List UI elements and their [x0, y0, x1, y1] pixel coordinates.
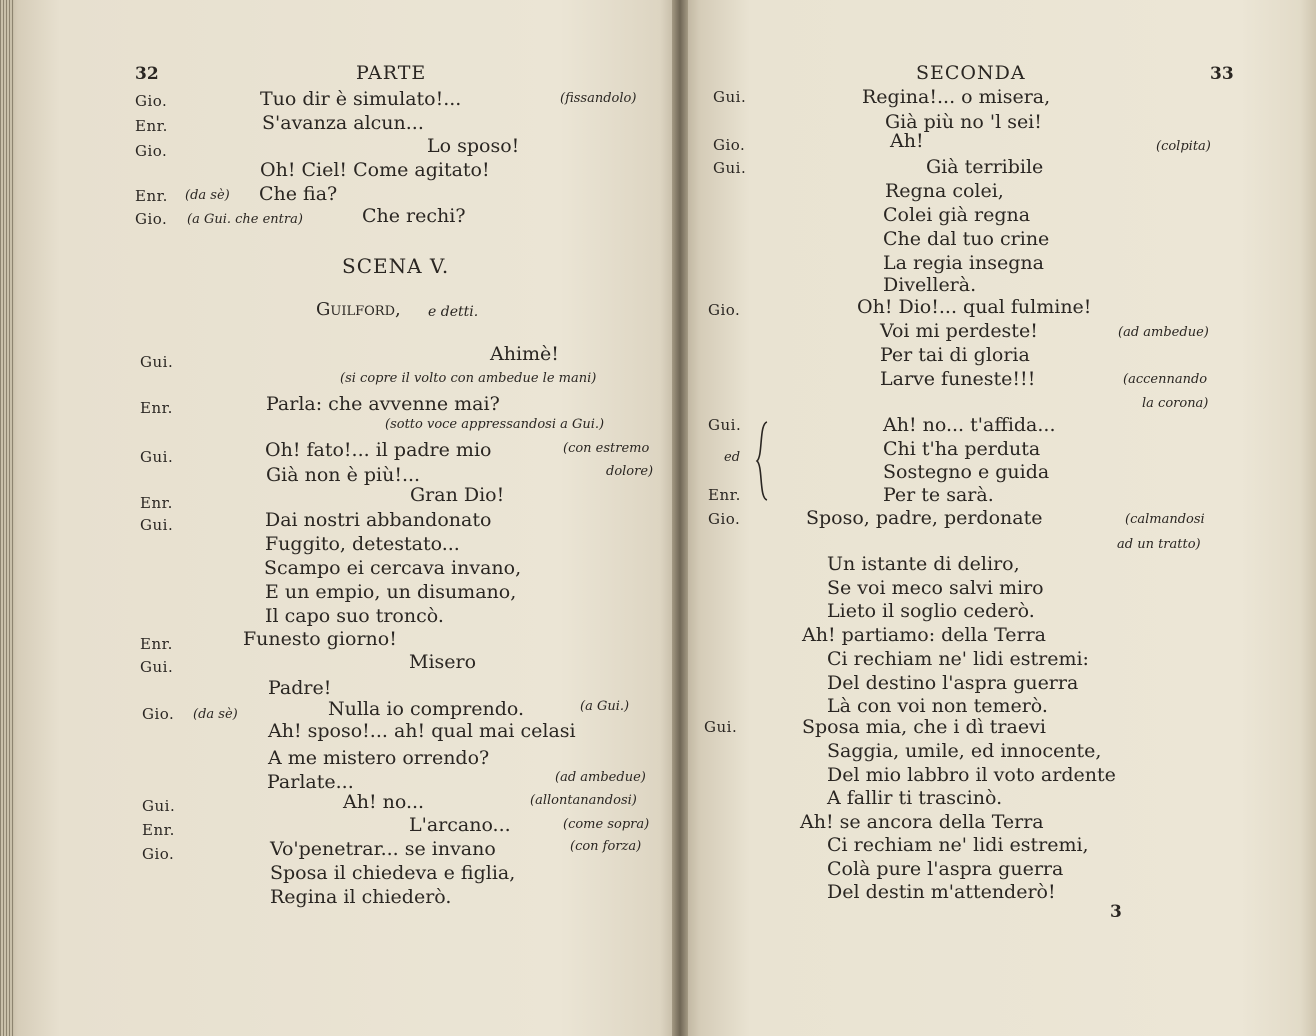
verse-line: Regna colei, — [885, 180, 1004, 202]
verse-line: Che fia? — [259, 183, 338, 205]
verse-line: La regia insegna — [883, 252, 1044, 274]
verse-line: Del destino l'aspra guerra — [827, 672, 1079, 694]
speaker-label: Gui. — [713, 88, 747, 106]
stage-direction: (allontanandosi) — [530, 793, 637, 808]
verse-line: Già non è più!... — [266, 464, 421, 486]
verse-line: Larve funeste!!! — [880, 368, 1036, 390]
verse-line: Parla: che avvenne mai? — [266, 393, 500, 415]
speaker-label: Enr. — [142, 821, 175, 839]
running-head: SECONDA — [916, 62, 1026, 84]
speaker-label: Gio. — [142, 705, 175, 723]
speaker-label: Enr. — [135, 117, 168, 135]
running-head: PARTE — [356, 62, 427, 84]
stage-direction: (con forza) — [570, 839, 642, 854]
verse-line: Oh! Dio!... qual fulmine! — [857, 296, 1092, 318]
verse-line: Dai nostri abbandonato — [265, 509, 492, 531]
verse-line: Ah! — [890, 130, 924, 152]
verse-line: Regina il chiederò. — [270, 886, 452, 908]
verse-line: Se voi meco salvi miro — [827, 577, 1044, 599]
verse-line: Parlate... — [267, 771, 354, 793]
speaker-label: Gui. — [140, 448, 174, 466]
verse-line: Misero — [409, 651, 477, 673]
verse-line: Ah! partiamo: della Terra — [802, 624, 1047, 646]
page-number: 32 — [135, 64, 159, 84]
stage-direction: (colpita) — [1156, 139, 1211, 154]
speaker-label: Gui. — [142, 797, 176, 815]
aside-direction: (a Gui. che entra) — [187, 212, 303, 227]
verse-line: Nulla io comprendo. — [328, 698, 525, 720]
verse-line: Oh! fato!... il padre mio — [265, 439, 492, 461]
verse-line: Del destin m'attenderò! — [827, 881, 1056, 903]
speaker-label: Gio. — [713, 136, 746, 154]
speaker-label: Gio. — [135, 210, 168, 228]
verse-line: Colei già regna — [883, 204, 1031, 226]
verse-line: Sposo, padre, perdonate — [806, 507, 1043, 529]
verse-line: Regina!... o misera, — [862, 86, 1051, 108]
verse-line: Ah! no... t'affida... — [883, 414, 1056, 436]
speaker-label: Gui. — [708, 416, 742, 434]
verse-line: L'arcano... — [409, 814, 511, 836]
speaker-label: Gui. — [713, 159, 747, 177]
speaker-label: Enr. — [708, 486, 741, 504]
verse-line: Il capo suo troncò. — [265, 605, 444, 627]
verse-line: Un istante di deliro, — [827, 553, 1020, 575]
page-number: 33 — [1210, 64, 1234, 84]
verse-line: Sostegno e guida — [883, 461, 1050, 483]
verse-line: Già terribile — [926, 156, 1044, 178]
verse-line: Oh! Ciel! Come agitato! — [260, 159, 490, 181]
verse-line: Tuo dir è simulato!... — [260, 88, 462, 110]
speaker-label: Enr. — [140, 635, 173, 653]
verse-line: Là con voi non temerò. — [827, 695, 1048, 717]
aside-direction: (da sè) — [185, 188, 230, 203]
right-page — [680, 0, 1316, 1036]
verse-line: Ci rechiam ne' lidi estremi: — [827, 648, 1089, 670]
verse-line: Scampo ei cercava invano, — [264, 557, 522, 579]
verse-line: Fuggito, detestato... — [265, 533, 460, 555]
verse-line: Colà pure l'aspra guerra — [827, 858, 1064, 880]
verse-line: Ah! no... — [343, 791, 425, 813]
verse-line: Gran Dio! — [410, 484, 505, 506]
speaker-label: Enr. — [140, 494, 173, 512]
stage-direction: ad un tratto) — [1117, 537, 1201, 552]
speaker-label: Gui. — [140, 658, 174, 676]
verse-line: Che dal tuo crine — [883, 228, 1050, 250]
verse-line: S'avanza alcun... — [262, 112, 424, 134]
stage-direction: (calmandosi — [1125, 512, 1205, 527]
verse-line: Voi mi perdeste! — [880, 320, 1038, 342]
verse-line: Ci rechiam ne' lidi estremi, — [827, 834, 1089, 856]
speaker-label: Gio. — [708, 301, 741, 319]
stage-direction: (ad ambedue) — [555, 770, 646, 785]
scene-title: SCENA V. — [342, 254, 450, 278]
scene-cast: Guilford, — [316, 299, 401, 320]
book-gutter — [672, 0, 688, 1036]
speaker-label: Gio. — [708, 510, 741, 528]
verse-line: E un empio, un disumano, — [265, 581, 517, 603]
speaker-label: Enr. — [135, 187, 168, 205]
stage-direction: (ad ambedue) — [1118, 325, 1209, 340]
stage-direction: (fissandolo) — [560, 91, 637, 106]
speaker-label: Gio. — [135, 142, 168, 160]
verse-line: Lo sposo! — [427, 135, 520, 157]
aside-direction: (da sè) — [193, 707, 238, 722]
speaker-label: Enr. — [140, 399, 173, 417]
stage-direction: (come sopra) — [563, 817, 650, 832]
stage-direction: (accennando — [1123, 372, 1208, 387]
stage-direction: (con estremo — [563, 441, 650, 456]
page-edges — [0, 0, 14, 1036]
verse-line: Saggia, umile, ed innocente, — [827, 740, 1102, 762]
stage-direction: (si copre il volto con ambedue le mani) — [340, 371, 597, 386]
verse-line: Lieto il soglio cederò. — [827, 600, 1035, 622]
verse-line: Per tai di gloria — [880, 344, 1030, 366]
verse-line: Padre! — [268, 677, 332, 699]
signature-mark: 3 — [1110, 902, 1122, 922]
stage-direction: dolore) — [606, 464, 654, 479]
verse-line: Sposa mia, che i dì traevi — [802, 716, 1046, 738]
verse-line: A fallir ti trascinò. — [827, 787, 1003, 809]
speaker-label: Gui. — [704, 718, 738, 736]
verse-line: Funesto giorno! — [243, 628, 397, 650]
verse-line: Del mio labbro il voto ardente — [827, 764, 1116, 786]
verse-line: Sposa il chiedeva e figlia, — [270, 862, 516, 884]
scene-cast-note: e detti. — [428, 304, 479, 320]
speaker-conjunction: ed — [724, 450, 741, 465]
speaker-label: Gui. — [140, 353, 174, 371]
verse-line: Ahimè! — [490, 343, 559, 365]
verse-line: Per te sarà. — [883, 484, 994, 506]
stage-direction: la corona) — [1142, 396, 1209, 411]
speaker-label: Gio. — [142, 845, 175, 863]
speaker-label: Gui. — [140, 516, 174, 534]
stage-direction: (sotto voce appressandosi a Gui.) — [385, 417, 605, 432]
speaker-brace — [755, 420, 771, 502]
verse-line: Ah! se ancora della Terra — [800, 811, 1044, 833]
verse-line: Chi t'ha perduta — [883, 438, 1041, 460]
verse-line: Che rechi? — [362, 205, 466, 227]
speaker-label: Gio. — [135, 92, 168, 110]
verse-line: Ah! sposo!... ah! qual mai celasi — [268, 720, 576, 742]
verse-line: Divellerà. — [883, 274, 977, 296]
verse-line: Già più no 'l sei! — [885, 111, 1042, 133]
verse-line: Vo'penetrar... se invano — [270, 838, 496, 860]
verse-line: A me mistero orrendo? — [268, 747, 490, 769]
stage-direction: (a Gui.) — [580, 699, 630, 714]
